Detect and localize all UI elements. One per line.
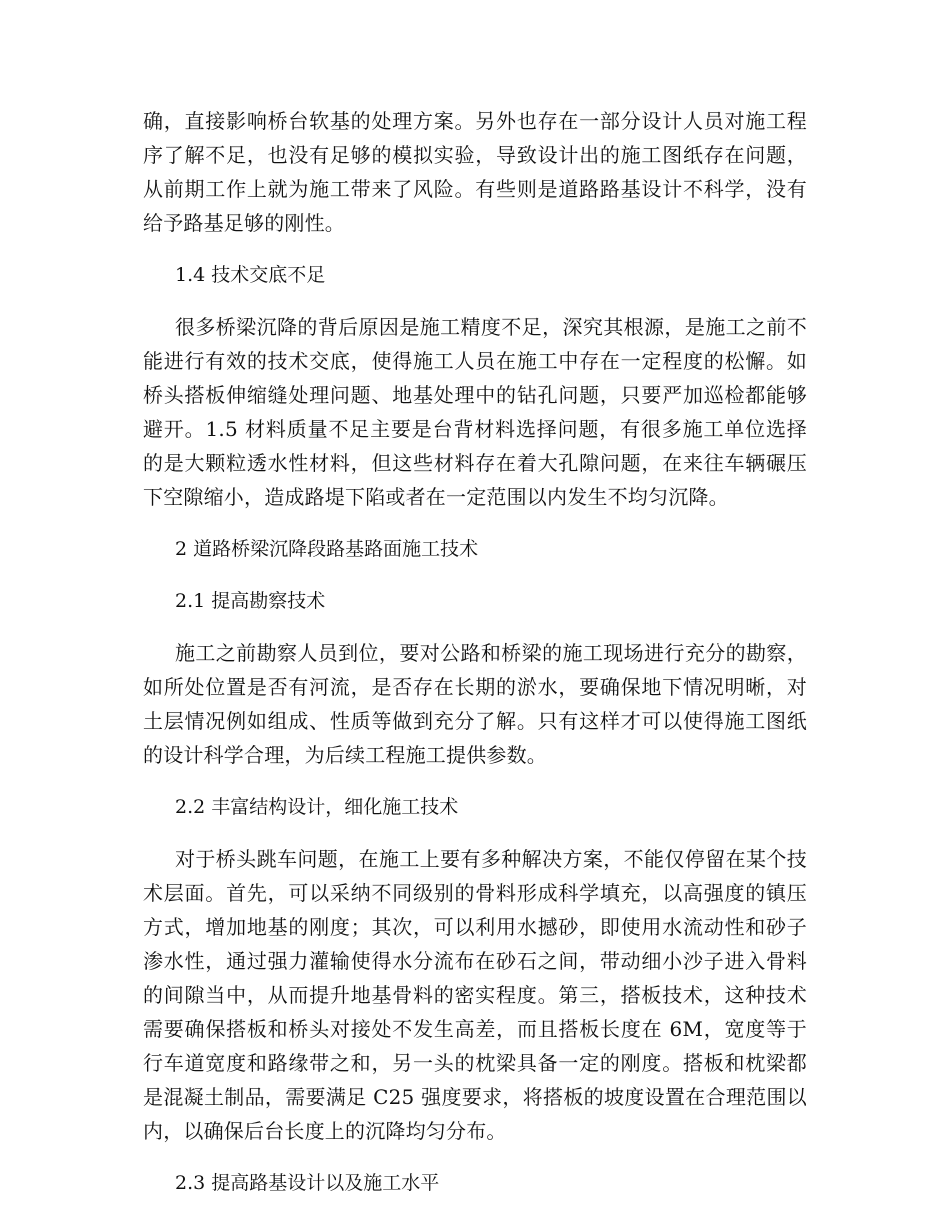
document-body	[143, 104, 807, 1218]
section-heading-1-4: 1.4 技术交底不足	[175, 264, 326, 286]
section-heading-2-3: 2.3 提高路基设计以及施工水平	[175, 1172, 440, 1194]
paragraph-survey: 施工之前勘察人员到位，要对公路和桥梁的施工现场进行充分的勘察，如所处位置是否有河流，是否存在长期的淤水，要确保地下情况明晰，对土层情况例如组成、性质等做到充分了解。只有这样才可以使得施工图纸的设计科学合理，为后续工程施工提供参数。	[143, 641, 807, 767]
paragraph-technical-briefing: 很多桥梁沉降的背后原因是施工精度不足，深究其根源，是施工之前不能进行有效的技术交底，使得施工人员在施工中存在一定程度的松懈。如桥头搭板伸缩缝处理问题、地基处理中的钻孔问题，只要严加巡检都能够避开。1.5 材料质量不足主要是台背材料选择问题，有很多施工单位选择的是大颗粒透水性材料，但这些材料存在着大孔隙问题，在来往车辆碾压下空隙缩小，造成路堤下陷或者在一定范围以内发生不均匀沉降。	[143, 315, 807, 509]
section-heading-2-2: 2.2 丰富结构设计，细化施工技术	[175, 796, 459, 818]
section-heading-2: 2 道路桥梁沉降段路基路面施工技术	[175, 538, 479, 560]
section-heading-2-1: 2.1 提高勘察技术	[175, 590, 326, 612]
paragraph-design-issues: 确，直接影响桥台软基的处理方案。另外也存在一部分设计人员对施工程序了解不足，也没有足够的模拟实验，导致设计出的施工图纸存在问题，从前期工作上就为施工带来了风险。有些则是道路路基设计不科学，没有给予路基足够的刚性。	[143, 109, 807, 235]
paragraph-structure-design: 对于桥头跳车问题，在施工上要有多种解决方案，不能仅停留在某个技术层面。首先，可以采纳不同级别的骨料形成科学填充，以高强度的镇压方式，增加地基的刚度；其次，可以利用水撼砂，即使用水流动性和砂子渗水性，通过强力灌输使得水分流布在砂石之间，带动细小沙子进入骨料的间隙当中，从而提升地基骨料的密实程度。第三，搭板技术，这种技术需要确保搭板和桥头对接处不发生高差，而且搭板长度在 6M，宽度等于行车道宽度和路缘带之和，另一头的枕梁具备一定的刚度。搭板和枕梁都是混凝土制品，需要满足 C25 强度要求，将搭板的坡度设置在合理范围以内，以确保后台长度上的沉降均匀分布。	[143, 847, 807, 1143]
